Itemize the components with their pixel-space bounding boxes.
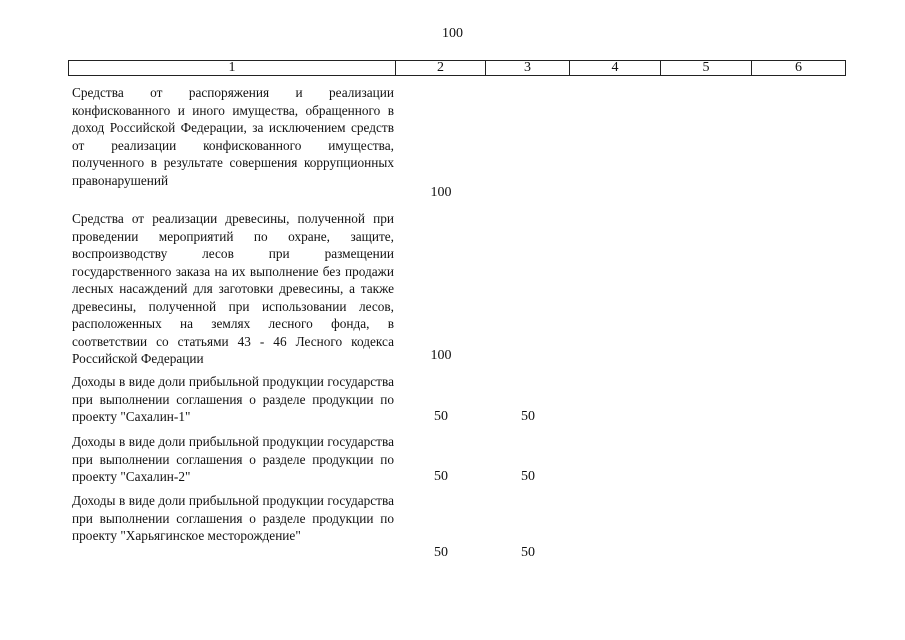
row-value-col2: 100	[430, 348, 452, 363]
header-col-3: 3	[486, 61, 570, 75]
row-value-col2: 50	[434, 469, 448, 484]
header-col-5: 5	[661, 61, 752, 75]
row-value-col3: 50	[521, 545, 535, 560]
row-description: Доходы в виде доли прибыльной продукции государства при выполнении соглашения о разделе продукции по проекту "Харьягинское месторождение"	[72, 493, 394, 543]
row-value-col3: 50	[521, 469, 535, 484]
row-description: Средства от распоряжения и реализации конфискованного и иного имущества, обращенного в доход Российской Федерации, за исключением средств от реализации конфискованного имущества, полученного в результате совершения коррупционных правонарушений	[72, 85, 394, 188]
header-col-1: 1	[69, 61, 396, 75]
page-number: 100	[442, 26, 463, 41]
row-value-col3: 50	[521, 409, 535, 424]
table-row	[72, 433, 862, 486]
row-value-col2: 50	[434, 545, 448, 560]
header-col-6: 6	[795, 60, 802, 75]
table-row	[72, 373, 862, 426]
row-value-col2: 100	[430, 185, 452, 200]
table-row	[72, 492, 862, 560]
table-row	[72, 210, 862, 368]
table-header	[68, 60, 846, 76]
table-row	[72, 84, 862, 200]
header-col-2: 2	[396, 61, 486, 75]
header-col-4: 4	[570, 61, 661, 75]
row-description: Средства от реализации древесины, полученной при проведении мероприятий по охране, защите, воспроизводству лесов при размещении государственного заказа на их выполнение без продажи лесных насаждений для заготовки древесины, а также древесины, полученной при использовании лесов, расположенных на землях лесного фонда, в соответствии со статьями 43 - 46 Лесного кодекса Российской Федерации	[72, 211, 394, 366]
row-value-col2: 50	[434, 409, 448, 424]
row-description: Доходы в виде доли прибыльной продукции государства при выполнении соглашения о разделе продукции по проекту "Сахалин-1"	[72, 374, 394, 424]
row-description: Доходы в виде доли прибыльной продукции государства при выполнении соглашения о разделе продукции по проекту "Сахалин-2"	[72, 434, 394, 484]
